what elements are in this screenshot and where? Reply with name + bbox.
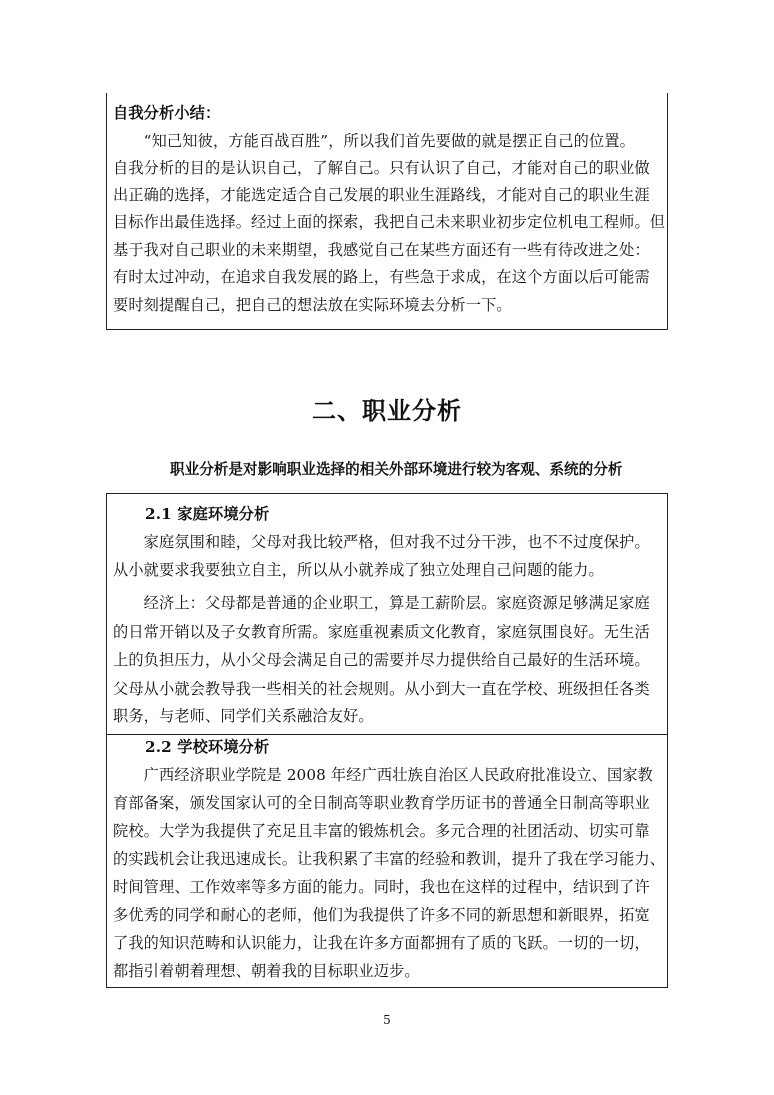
family-line: 职务，与老师、同学们关系融洽友好。 — [113, 707, 374, 725]
family-line: 从小就要求我要独立自主，所以从小就养成了独立处理自己问题的能力。 — [113, 561, 604, 579]
section-subtitle: 职业分析是对影响职业选择的相关外部环境进行较为客观、系统的分析 — [170, 461, 623, 478]
school-heading: 2.2 学校环境分析 — [145, 738, 270, 756]
summary-line: 有时太过冲动，在追求自我发展的路上，有些急于求成，在这个方面以后可能需 — [113, 268, 650, 286]
school-line: 多优秀的同学和耐心的老师，他们为我提供了许多不同的新思想和新眼界，拓宽 — [113, 906, 650, 924]
school-line: 育部备案，颁发国家认可的全日制高等职业教育学历证书的普通全日制高等职业 — [113, 794, 650, 812]
box-divider — [106, 734, 667, 735]
family-line: 家庭氛围和睦，父母对我比较严格，但对我不过分干涉，也不不过度保护。 — [113, 533, 650, 551]
school-line: 广西经济职业学院是 2008 年经广西壮族自治区人民政府批准设立、国家教 — [113, 766, 654, 784]
family-line: 经济上：父母都是普通的企业职工，算是工薪阶层。家庭资源足够满足家庭 — [113, 594, 650, 612]
summary-line: “知己知彼，方能百战百胜”，所以我们首先要做的就是摆正自己的位置。 — [113, 132, 635, 150]
summary-line: 要时刻提醒自己，把自己的想法放在实际环境去分析一下。 — [113, 296, 512, 314]
family-line: 上的负担压力，从小父母会满足自己的需要并尽力提供给自己最好的生活环境。 — [113, 651, 650, 669]
school-line: 的实践机会让我迅速成长。让我积累了丰富的经验和教训，提升了我在学习能力、 — [113, 850, 666, 868]
summary-heading: 自我分析小结： — [113, 104, 221, 122]
family-line: 的日常开销以及子女教育所需。家庭重视素质文化教育，家庭氛围良好。无生活 — [113, 623, 650, 641]
school-line: 都指引着朝着理想、朝着我的目标职业迈步。 — [113, 962, 420, 980]
school-line: 了我的知识范畴和认识能力，让我在许多方面都拥有了质的飞跃。一切的一切， — [113, 934, 650, 952]
page-number: 5 — [383, 1013, 391, 1027]
school-line: 院校。大学为我提供了充足且丰富的锻炼机会。多元合理的社团活动、切实可靠 — [113, 822, 650, 840]
school-line: 时间管理、工作效率等多方面的能力。同时，我也在这样的过程中，结识到了许 — [113, 878, 650, 896]
summary-line: 自我分析的目的是认识自己，了解自己。只有认识了自己，才能对自己的职业做 — [113, 159, 650, 177]
summary-line: 目标作出最佳选择。经过上面的探索，我把自己未来职业初步定位机电工程师。但 — [113, 213, 666, 231]
family-heading: 2.1 家庭环境分析 — [145, 505, 270, 523]
summary-line: 基于我对自己职业的未来期望，我感觉自己在某些方面还有一些有待改进之处： — [113, 241, 650, 259]
family-line: 父母从小就会教导我一些相关的社会规则。从小到大一直在学校、班级担任各类 — [113, 680, 650, 698]
summary-line: 出正确的选择，才能选定适合自己发展的职业生涯路线，才能对自己的职业生涯 — [113, 186, 650, 204]
section-title: 二、职业分析 — [312, 397, 462, 425]
